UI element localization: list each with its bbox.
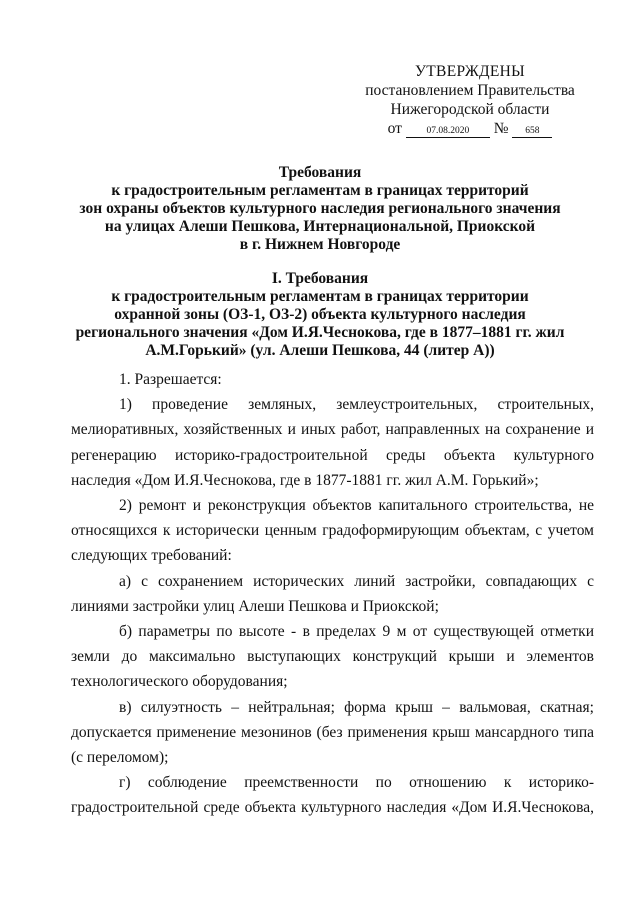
- paragraph: 1) проведение земляных, землеустроительных, строительных, мелиоративных, хозяйственных и иных работ, направленных на сохранение и регенерацию историко-градостроительной среды объекта культурного наследия «Дом И.Я.Чеснокова, где в 1877-1881 гг. жил А.М. Горький»;: [71, 396, 594, 489]
- approval-date: 07.08.2020: [406, 125, 490, 138]
- approval-heading: УТВЕРЖДЕНЫ: [415, 63, 525, 80]
- approval-line-1: постановлением Правительства: [365, 82, 575, 99]
- section-line: к градостроительным регламентам в границах территории: [111, 288, 529, 305]
- approval-stamp: [320, 62, 620, 138]
- paragraph: а) с сохранением исторических линий застройки, совпадающих с линиями застройки улиц Алеши Пешкова и Приокской;: [71, 572, 594, 615]
- title-line: на улицах Алеши Пешкова, Интернациональной, Приокской: [104, 218, 536, 235]
- paragraph: 1. Разрешается:: [119, 371, 222, 388]
- section-heading: [60, 270, 580, 360]
- from-label: от: [387, 120, 402, 137]
- section-line: А.М.Горький» (ул. Алеши Пешкова, 44 (литер А)): [145, 342, 495, 359]
- paragraph: 2) ремонт и реконструкция объектов капитального строительства, не относящихся к исторически ценным градоформирующим объектам, с учетом следующих требований:: [71, 497, 594, 565]
- section-line: охранной зоны (ОЗ-1, ОЗ-2) объекта культурного наследия: [114, 306, 526, 323]
- approval-number: 658: [512, 125, 552, 138]
- paragraph: в) силуэтность – нейтральная; форма крыш – вальмовая, скатная; допускается применение мезонинов (без применения крыш мансардного типа (с переломом);: [71, 698, 594, 767]
- section-line: регионального значения «Дом И.Я.Чеснокова, где в 1877–1881 гг. жил: [75, 324, 565, 341]
- document-body: [71, 367, 594, 821]
- title-line: к градостроительным регламентам в границах территорий: [111, 182, 529, 199]
- section-line: I. Требования: [271, 270, 369, 287]
- title-line: Требования: [278, 164, 362, 181]
- title-line: зон охраны объектов культурного наследия регионального значения: [79, 200, 561, 217]
- approval-date-line: [320, 119, 620, 138]
- approval-line-2: Нижегородской области: [390, 101, 550, 118]
- number-sign: №: [493, 120, 509, 137]
- paragraph: б) параметры по высоте - в пределах 9 м от существующей отметки земли до максимально выступающих конструкций крыши и элементов технологического оборудования;: [71, 623, 594, 691]
- document-title: [60, 164, 580, 254]
- paragraph: г) соблюдение преемственности по отношению к историко-градостроительной среде объекта культурного наследия «Дом И.Я.Чеснокова,: [71, 774, 594, 817]
- title-line: в г. Нижнем Новгороде: [239, 236, 401, 253]
